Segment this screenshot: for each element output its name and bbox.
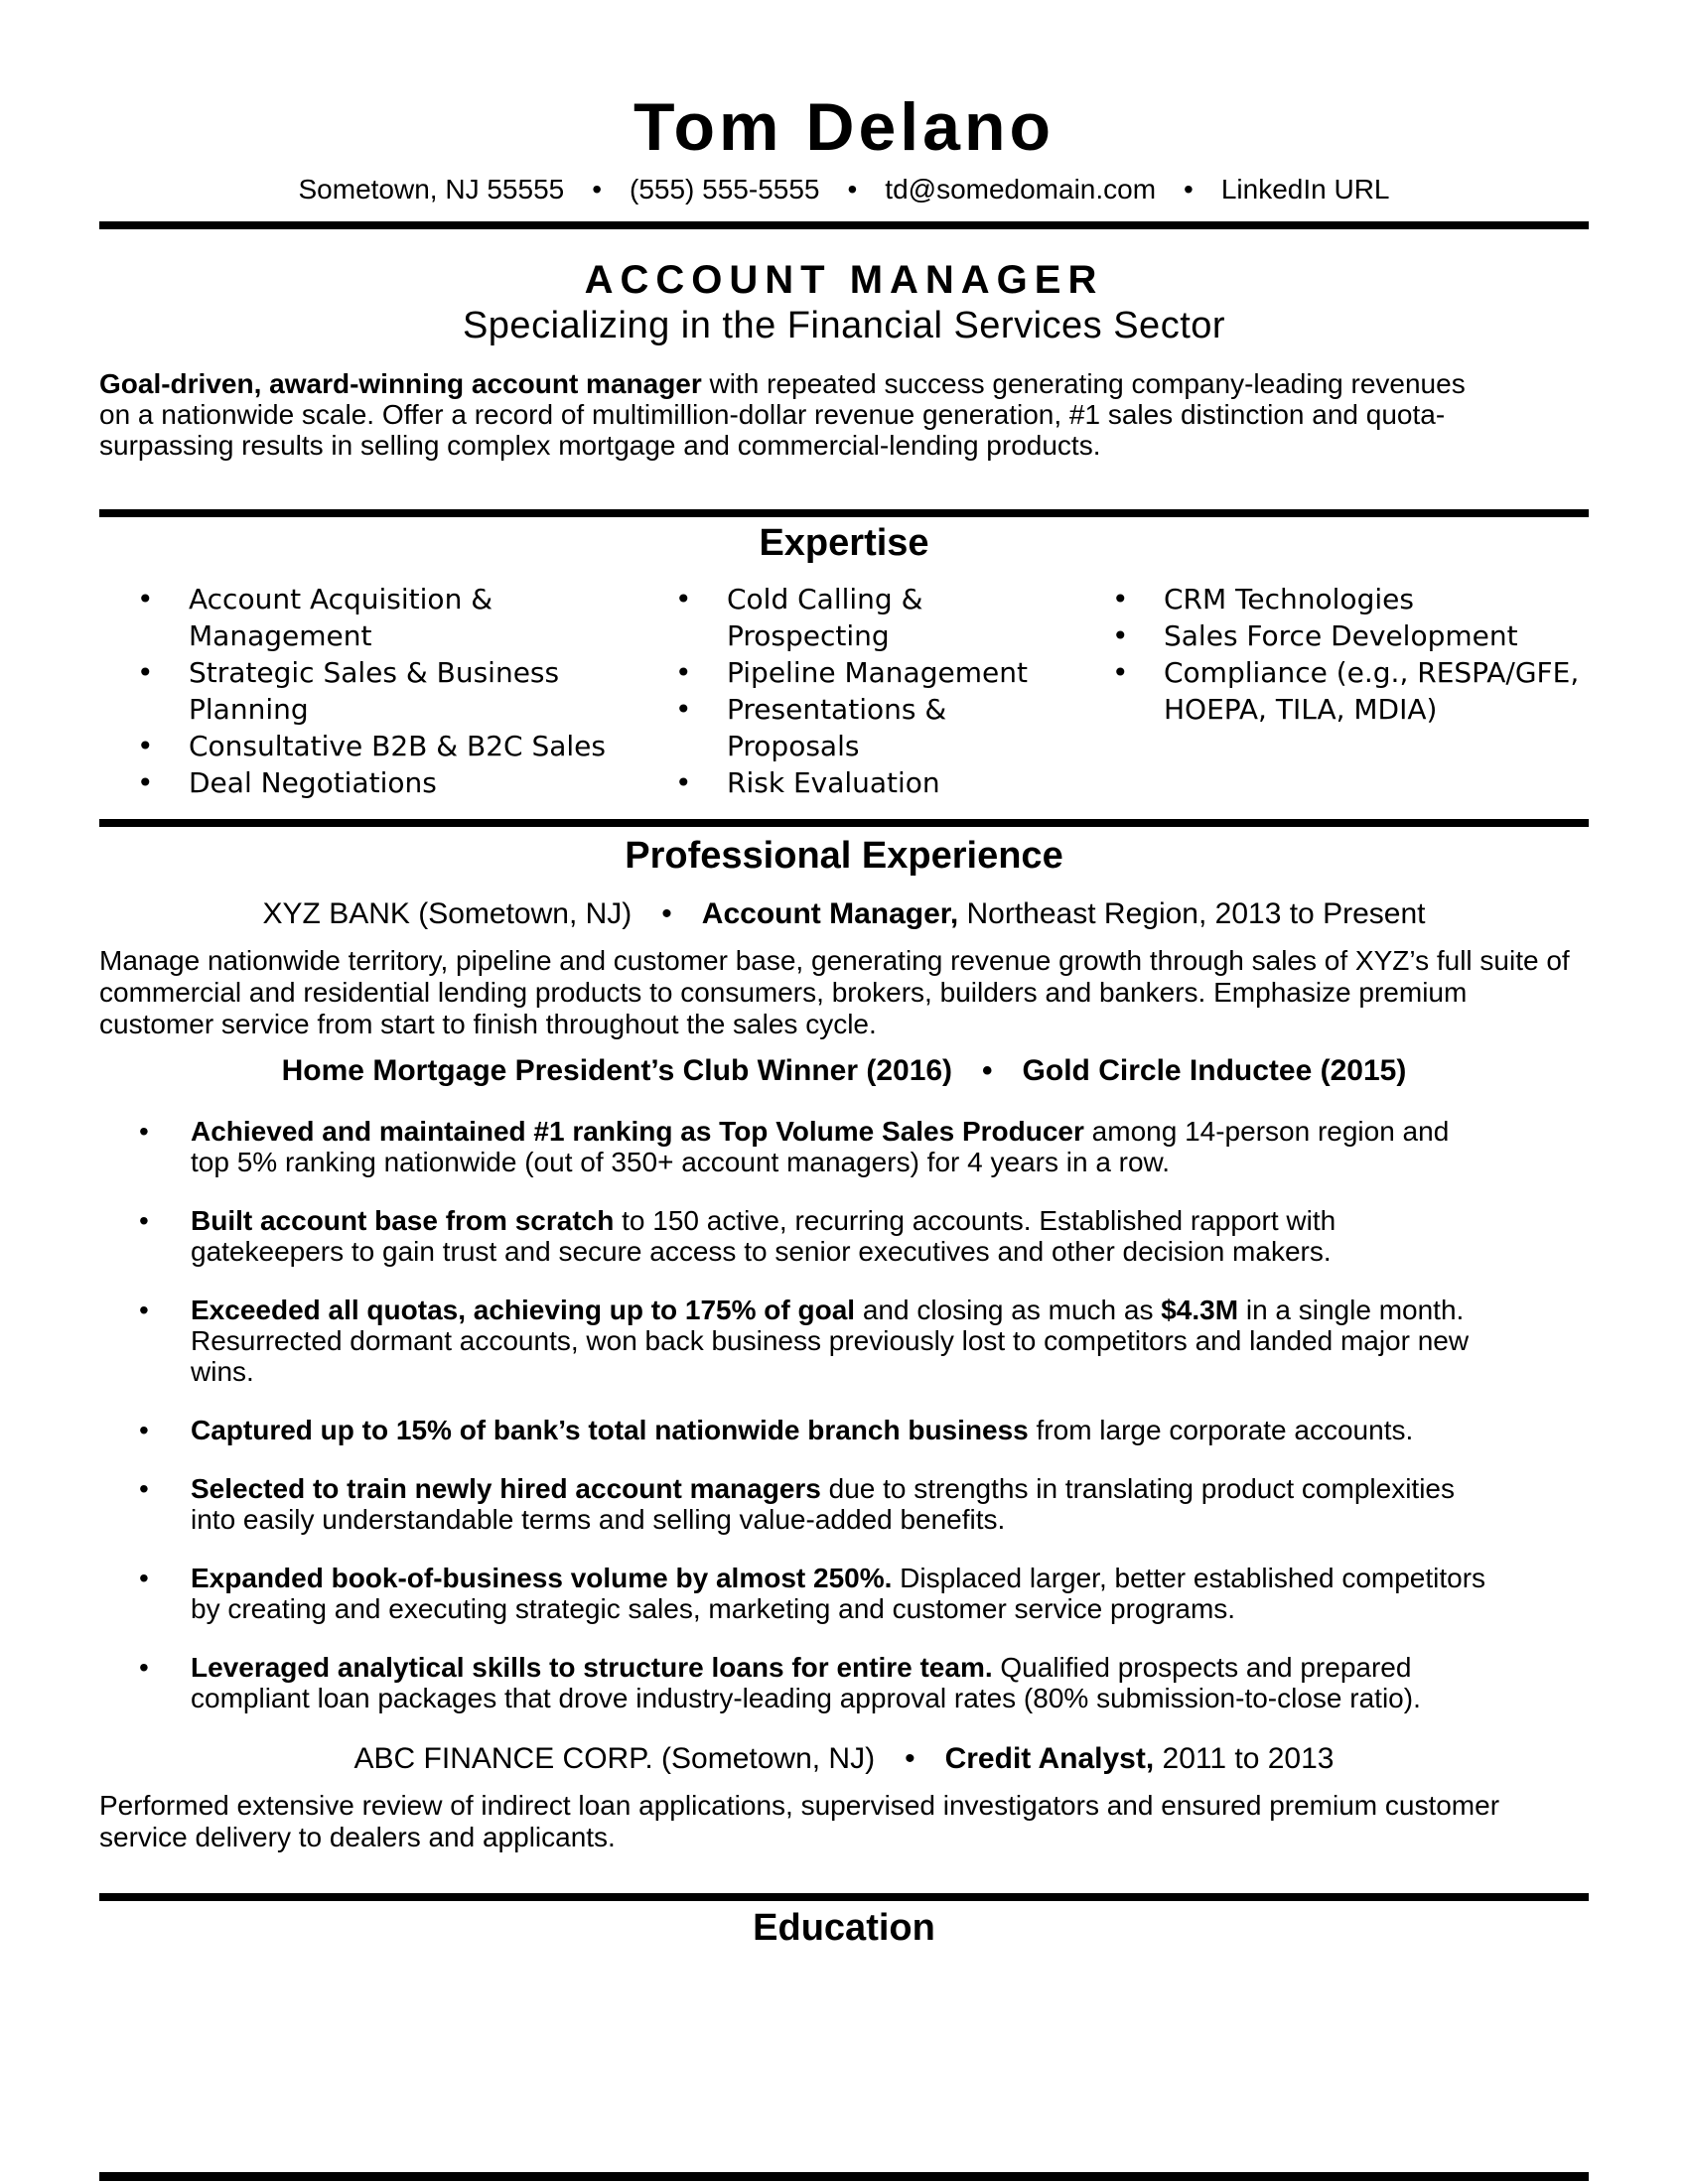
list-item-text: Strategic Sales & Business Planning [189, 656, 560, 726]
section-divider [99, 1893, 1589, 1901]
bullet-icon: • [139, 1116, 149, 1147]
list-item [137, 581, 640, 654]
list-item-text: Consultative B2B & B2C Sales [189, 730, 606, 762]
text: 2011 to 2013 [1154, 1742, 1335, 1775]
list-item [675, 691, 1077, 764]
bold-text: Selected to train newly hired account managers [191, 1473, 821, 1504]
text: from large corporate accounts. [1028, 1415, 1414, 1445]
candidate-name: Tom Delano [633, 89, 1055, 165]
text: with repeated success generating company-leading revenues on a nationwide scale. Offer a record of multimillion-dollar revenue generation, #1 sales distinction and quota-surpassing results in selling complex mortgage and commercial-lending products. [99, 368, 1466, 461]
bullet-icon: • [139, 1473, 149, 1504]
list-item [137, 728, 640, 764]
text: and closing as much as [855, 1295, 1162, 1325]
list-item [1112, 654, 1589, 728]
section-divider [99, 509, 1589, 517]
job2-summary: Performed extensive review of indirect loan applications, supervised investigators and ensured premium customer service delivery to dealers and applicants. [99, 1790, 1500, 1852]
job1-header [99, 897, 1589, 931]
section-divider [99, 221, 1589, 229]
text: Northeast Region, 2013 to Present [958, 897, 1426, 930]
expertise-column-1 [99, 581, 640, 801]
bold-text: Captured up to 15% of bank’s total nationwide branch business [191, 1415, 1029, 1445]
job1-summary: Manage nationwide territory, pipeline and customer base, generating revenue growth through sales of XYZ’s full suite of commercial and residential lending products to consumers, brokers, builders and bankers. Emphasize premium customer service from start to finish throughout the sales cycle. [99, 945, 1570, 1039]
role-title: ACCOUNT MANAGER [584, 258, 1104, 302]
list-item [137, 764, 640, 801]
list-item [675, 654, 1077, 691]
list-item [99, 1652, 1489, 1713]
list-item-text: Deal Negotiations [189, 766, 437, 799]
list-item-text [191, 1563, 1489, 1624]
role-subtitle: Specializing in the Financial Services Sector [462, 305, 1226, 346]
text: due to strengths in translating product complexities into easily understandable terms and selling value-added benefits. [191, 1473, 1455, 1535]
text: in a single month. Resurrected dormant accounts, won back business previously lost to competitors and landed major new wins. [191, 1295, 1470, 1387]
bold-text: Built account base from scratch [191, 1205, 615, 1236]
section-heading-expertise: Expertise [759, 522, 929, 564]
bullet-icon: • [675, 766, 692, 799]
list-item-text: Compliance (e.g., RESPA/GFE, HOEPA, TILA, MDIA) [1164, 656, 1580, 726]
bullet-icon: • [137, 583, 154, 615]
bold-text: Achieved and maintained #1 ranking as Top Volume Sales Producer [191, 1116, 1084, 1147]
bullet-icon: • [139, 1205, 149, 1236]
bullet-icon: • [1112, 619, 1129, 652]
bullet-icon: • [1112, 656, 1129, 689]
bullet-icon: • [137, 766, 154, 799]
bold-text: Exceeded all quotas, achieving up to 175% of goal [191, 1295, 856, 1325]
list-item-text [191, 1652, 1489, 1713]
list-item-text: Account Acquisition & Management [189, 583, 493, 652]
list-item [99, 1116, 1489, 1177]
section-divider [99, 819, 1589, 827]
contact-line: Sometown, NJ 55555 • (555) 555-5555 • td@somedomain.com • LinkedIn URL [298, 174, 1390, 205]
bullet-icon: • [139, 1295, 149, 1325]
list-item [99, 1563, 1489, 1624]
section-heading-education: Education [753, 1907, 935, 1949]
list-item [99, 1295, 1489, 1387]
list-item [675, 581, 1077, 654]
bullet-icon: • [139, 1415, 149, 1445]
bold-text: $4.3M [1161, 1295, 1239, 1325]
job1-awards: Home Mortgage President’s Club Winner (2016) • Gold Circle Inductee (2015) [281, 1054, 1407, 1087]
list-item [137, 654, 640, 728]
list-item [99, 1415, 1489, 1445]
list-item-text [191, 1116, 1489, 1177]
bold-text: Credit Analyst, [944, 1742, 1155, 1775]
bullet-icon: • [675, 583, 692, 615]
list-item-text: Sales Force Development [1164, 619, 1518, 652]
list-item-text: CRM Technologies [1164, 583, 1414, 615]
list-item [1112, 617, 1589, 654]
bold-text: Leveraged analytical skills to structure loans for entire team. [191, 1652, 993, 1683]
expertise-column-3 [1077, 581, 1589, 801]
job1-bullets [99, 1116, 1589, 1713]
expertise-column-2 [640, 581, 1077, 801]
expertise-columns [99, 581, 1589, 801]
bold-text: Account Manager, [701, 897, 959, 930]
text: ABC FINANCE CORP. (Sometown, NJ) • [353, 1742, 945, 1775]
list-item-text: Pipeline Management [727, 656, 1028, 689]
list-item [1112, 581, 1589, 617]
bullet-icon: • [137, 656, 154, 689]
bullet-icon: • [1112, 583, 1129, 615]
bullet-icon: • [139, 1563, 149, 1593]
bullet-icon: • [675, 656, 692, 689]
profile-summary [99, 368, 1589, 461]
list-item-text: Presentations & Proposals [727, 693, 947, 762]
text: Displaced larger, better established competitors by creating and executing strategic sales, marketing and customer service programs. [191, 1563, 1486, 1624]
bold-text: Goal-driven, award-winning account manager [99, 368, 702, 399]
list-item-text [191, 1415, 1489, 1445]
bold-text: Expanded book-of-business volume by almost 250%. [191, 1563, 893, 1593]
list-item [675, 764, 1077, 801]
list-item-text [191, 1295, 1489, 1387]
text: XYZ BANK (Sometown, NJ) • [262, 897, 702, 930]
list-item [99, 1473, 1489, 1535]
job2-header [99, 1742, 1589, 1776]
list-item-text [191, 1205, 1489, 1267]
bullet-icon: • [675, 693, 692, 726]
bullet-icon: • [139, 1652, 149, 1683]
text: to 150 active, recurring accounts. Established rapport with gatekeepers to gain trust and secure access to senior executives and other decision makers. [191, 1205, 1336, 1267]
list-item-text: Cold Calling & Prospecting [727, 583, 923, 652]
text: Qualified prospects and prepared compliant loan packages that drove industry-leading approval rates (80% submission-to-close ratio). [191, 1652, 1421, 1713]
text: among 14-person region and top 5% ranking nationwide (out of 350+ account managers) for 4 years in a row. [191, 1116, 1450, 1177]
list-item [99, 1205, 1489, 1267]
section-heading-experience: Professional Experience [625, 835, 1063, 877]
list-item-text: Risk Evaluation [727, 766, 940, 799]
bullet-icon: • [137, 730, 154, 762]
list-item-text [191, 1473, 1489, 1535]
bottom-rule [99, 2172, 1589, 2181]
